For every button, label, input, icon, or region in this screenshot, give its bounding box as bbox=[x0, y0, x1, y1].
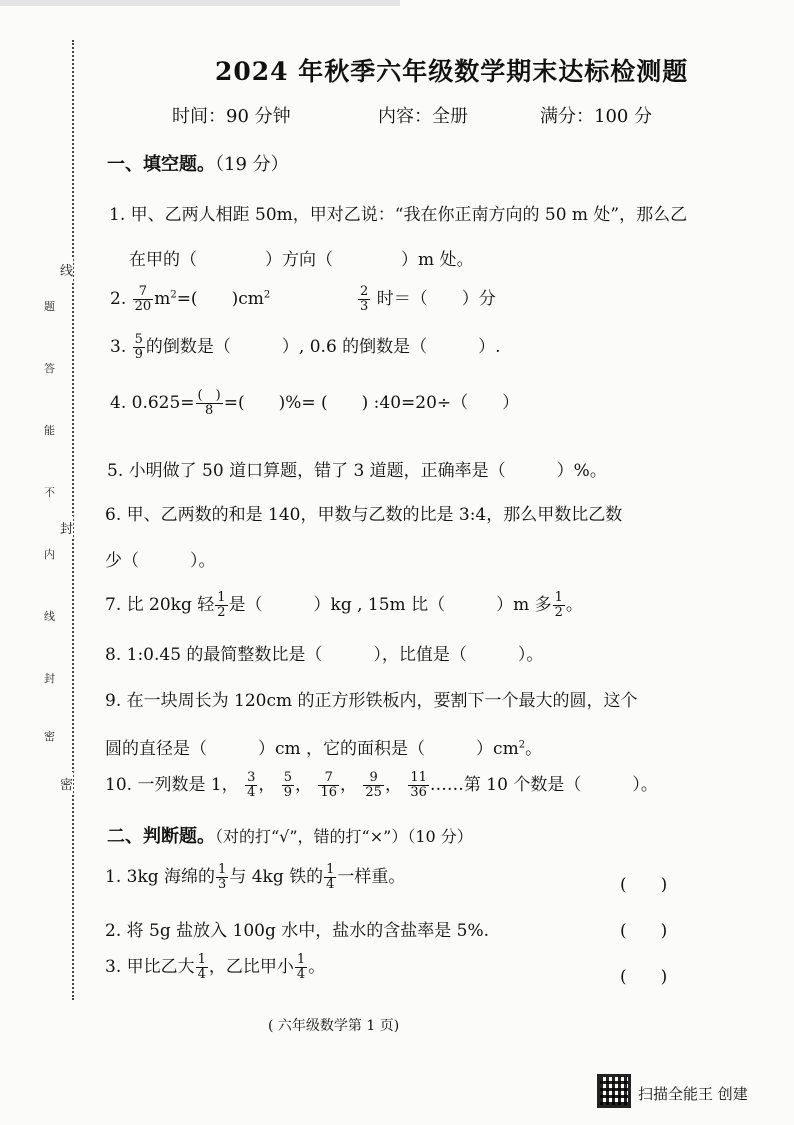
judge-question-2: 2. 将 5g 盐放入 100g 水中，盐水的含盐率是 5%. bbox=[105, 921, 490, 941]
question-8: 8. 1:0.45 的最简整数比是（ ），比值是（ ）。 bbox=[105, 645, 544, 665]
side-mark-line: 线 bbox=[60, 258, 73, 281]
question-text: 圆的直径是（ ）cm ，它的面积是（ ）cm bbox=[105, 739, 519, 759]
side-mark-secret: 密 bbox=[60, 772, 73, 795]
numerator: 1 bbox=[218, 862, 227, 878]
question-3 bbox=[110, 332, 501, 362]
scan-edge bbox=[0, 0, 400, 6]
denominator: 36 bbox=[410, 785, 427, 800]
superscript: 2 bbox=[170, 289, 177, 301]
denominator: 4 bbox=[247, 785, 256, 800]
exam-content: 内容：全册 bbox=[378, 106, 468, 127]
denominator: 16 bbox=[320, 785, 337, 800]
question-6-line1: 6. 甲、乙两数的和是 140，甲数与乙数的比是 3:4，那么甲数比乙数 bbox=[105, 505, 623, 525]
fraction bbox=[358, 285, 370, 313]
side-char: 封 bbox=[44, 672, 55, 685]
side-char: 答 bbox=[44, 362, 55, 375]
numerator: 2 bbox=[360, 284, 369, 300]
judge-question-3 bbox=[105, 952, 325, 982]
question-9-line1: 9. 在一块周长为 120cm 的正方形铁板内，要割下一个最大的圆，这个 bbox=[105, 691, 638, 711]
side-char: 密 bbox=[44, 730, 55, 743]
numerator: 5 bbox=[283, 770, 293, 786]
question-text: 一样重。 bbox=[337, 867, 406, 887]
side-mark-seal: 封 bbox=[60, 516, 73, 539]
section-fill-blank-heading bbox=[107, 150, 289, 176]
numerator: 1 bbox=[296, 952, 306, 968]
question-text: 4. 0.625= bbox=[110, 393, 195, 413]
fraction bbox=[245, 771, 257, 799]
denominator: 25 bbox=[365, 785, 382, 800]
unit-text: m bbox=[154, 289, 171, 309]
superscript: 2 bbox=[518, 739, 526, 751]
question-text: =( )%= ( ) :40=20÷（ ） bbox=[223, 393, 520, 413]
fraction bbox=[133, 285, 154, 313]
fraction bbox=[324, 863, 336, 891]
fraction bbox=[282, 771, 294, 799]
numerator: 1 bbox=[326, 862, 335, 878]
question-10: 10. 一列数是 1， $\frac{3}{4}$ ， $\frac{5}{9}$ ， $\frac{7}{16}$ ， $\frac{9}{25}$ ， $\frac{11}{36}$ ……第 10 个数是（ ）。 bbox=[105, 770, 658, 800]
page-title: 2024 年秋季六年级数学期末达标检测题 bbox=[215, 57, 689, 86]
denominator: 9 bbox=[134, 347, 143, 362]
question-text: 10. 一列数是 1， bbox=[105, 775, 239, 795]
question-text: 7. 比 20kg 轻 bbox=[105, 595, 215, 615]
question-text: ……第 10 个数是（ ）。 bbox=[429, 775, 658, 795]
section-title: 一、填空题。 bbox=[107, 154, 215, 175]
section-title: 二、判断题。 bbox=[107, 826, 215, 847]
question-2 bbox=[110, 284, 496, 314]
question-1-line2: 在甲的（ ）方向（ ）m 处。 bbox=[129, 250, 474, 270]
question-7 bbox=[105, 590, 583, 620]
question-text: 1. 3kg 海绵的 bbox=[105, 867, 216, 887]
numerator: 3 bbox=[247, 770, 256, 786]
question-text: 时＝（ ）分 bbox=[371, 289, 496, 309]
exam-score: 满分：100 分 bbox=[540, 106, 653, 127]
question-4 bbox=[110, 388, 519, 418]
fraction bbox=[553, 591, 565, 619]
fraction bbox=[216, 863, 228, 891]
denominator: 3 bbox=[218, 877, 227, 892]
denominator: 4 bbox=[326, 877, 335, 892]
qr-code-icon bbox=[597, 1074, 631, 1108]
fraction bbox=[196, 953, 208, 981]
question-6-line2: 少（ ）。 bbox=[105, 551, 216, 571]
denominator: 3 bbox=[360, 299, 369, 314]
question-text: 的倒数是（ ）, 0.6 的倒数是（ ）. bbox=[145, 337, 501, 357]
numerator: 9 bbox=[363, 771, 384, 786]
denominator: 20 bbox=[134, 299, 152, 314]
question-text: 。 bbox=[308, 957, 326, 977]
denominator: 2 bbox=[217, 605, 226, 620]
fraction bbox=[295, 953, 307, 981]
q-number: 2. bbox=[110, 289, 127, 309]
side-char: 能 bbox=[44, 424, 55, 437]
side-char: 内 bbox=[44, 548, 55, 561]
question-text: ，乙比甲小 bbox=[208, 957, 294, 977]
numerator: 1 bbox=[217, 590, 226, 606]
judge-answer-box[interactable]: ( ) bbox=[620, 921, 668, 941]
section-judge-heading bbox=[107, 822, 473, 848]
judge-question-1 bbox=[105, 862, 405, 892]
side-char: 线 bbox=[44, 610, 55, 623]
fraction bbox=[215, 591, 227, 619]
numerator: 1 bbox=[554, 590, 563, 606]
fraction bbox=[408, 771, 429, 799]
section-points: （19 分） bbox=[215, 154, 289, 175]
fraction bbox=[196, 389, 223, 417]
fraction bbox=[363, 771, 384, 799]
side-char: 不 bbox=[44, 486, 55, 499]
question-text: 。 bbox=[565, 595, 583, 615]
fraction bbox=[318, 771, 339, 799]
numerator: 11 bbox=[410, 770, 427, 786]
question-text: 与 4kg 铁的 bbox=[229, 867, 324, 887]
side-char: 题 bbox=[44, 300, 55, 313]
denominator: 2 bbox=[554, 605, 563, 620]
denominator: 8 bbox=[204, 403, 214, 418]
question-text: 。 bbox=[525, 739, 543, 759]
question-text: =( )cm bbox=[176, 289, 264, 309]
scanner-watermark: 扫描全能王 创建 bbox=[638, 1085, 748, 1103]
question-text: 3. 甲比乙大 bbox=[105, 957, 195, 977]
superscript: 2 bbox=[263, 289, 271, 301]
numerator: 5 bbox=[134, 332, 143, 348]
judge-answer-box[interactable]: ( ) bbox=[620, 875, 668, 895]
denominator: 4 bbox=[197, 967, 206, 982]
denominator: 4 bbox=[296, 967, 306, 982]
q-number: 3. bbox=[110, 337, 127, 357]
numerator: ( ) bbox=[197, 388, 221, 404]
judge-answer-box[interactable]: ( ) bbox=[620, 967, 668, 987]
question-text: 是（ ）kg , 15m 比（ ）m 多 bbox=[228, 595, 552, 615]
question-1-line1: 1. 甲、乙两人相距 50m，甲对乙说：“我在你正南方向的 50 m 处”，那么乙 bbox=[109, 205, 688, 225]
question-5: 5. 小明做了 50 道口算题，错了 3 道题，正确率是（ ）%。 bbox=[107, 461, 607, 481]
denominator: 9 bbox=[283, 785, 293, 800]
numerator: 7 bbox=[133, 285, 154, 300]
numerator: 1 bbox=[197, 952, 206, 968]
fraction bbox=[133, 333, 145, 361]
exam-time: 时间：90 分钟 bbox=[172, 106, 291, 127]
numerator: 7 bbox=[318, 771, 339, 786]
question-9-line2 bbox=[105, 734, 542, 759]
page-footer: ( 六年级数学第 1 页) bbox=[268, 1018, 400, 1034]
section-note: （对的打“√”，错的打“×”）（10 分） bbox=[215, 827, 473, 846]
